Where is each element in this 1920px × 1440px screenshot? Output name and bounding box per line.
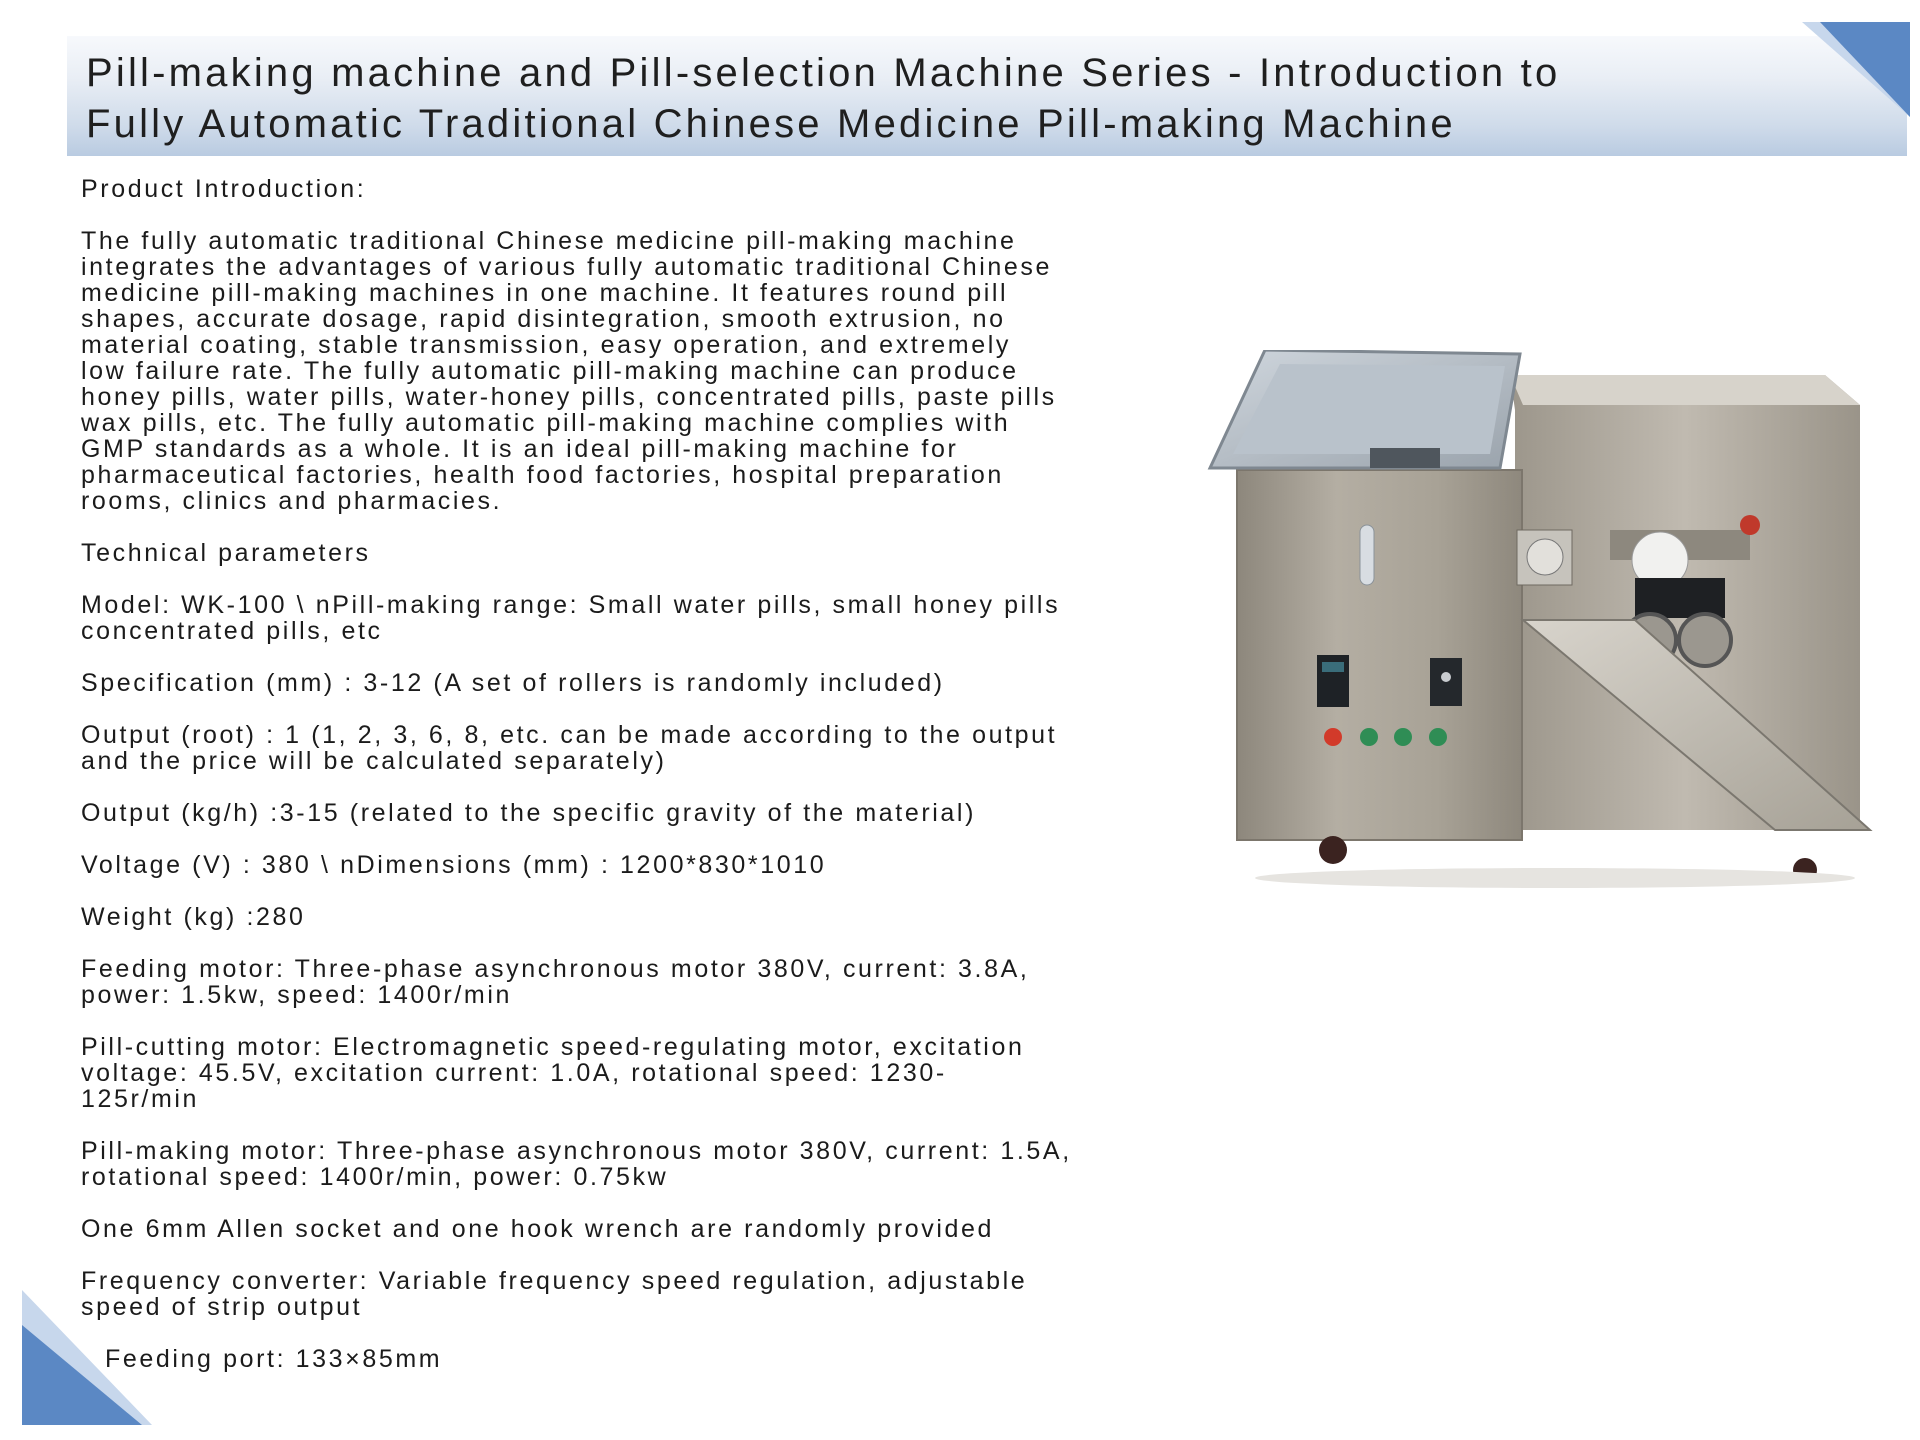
param-model xyxy=(81,592,1211,644)
title-line: Fully Automatic Traditional Chinese Medicine Pill-making Machine xyxy=(86,102,1456,146)
intro-line: rooms, clinics and pharmacies. xyxy=(81,487,503,515)
param-line: Frequency converter: Variable frequency speed regulation, adjustable xyxy=(81,1267,1028,1295)
param-output-root xyxy=(81,722,1211,774)
param-line: 125r/min xyxy=(81,1085,200,1113)
param-line: Specification (mm) : 3-12 (A set of rollers is randomly included) xyxy=(81,669,945,697)
machine-photo xyxy=(1205,350,1895,910)
param-line: voltage: 45.5V, excitation current: 1.0A, rotational speed: 1230- xyxy=(81,1059,947,1087)
intro-line: pharmaceutical factories, health food factories, hospital preparation xyxy=(81,461,1004,489)
param-feeding-port xyxy=(81,1346,1211,1372)
page-title xyxy=(86,48,1560,150)
param-line: Voltage (V) : 380 \ nDimensions (mm) : 1200*830*1010 xyxy=(81,851,827,879)
param-line: Pill-cutting motor: Electromagnetic speed-regulating motor, excitation xyxy=(81,1033,1025,1061)
intro-line: GMP standards as a whole. It is an ideal pill-making machine for xyxy=(81,435,959,463)
param-line: Model: WK-100 \ nPill-making range: Small water pills, small honey pills xyxy=(81,591,1061,619)
param-specification xyxy=(81,670,1211,696)
param-line: and the price will be calculated separately) xyxy=(81,747,667,775)
param-line: Output (root) : 1 (1, 2, 3, 6, 8, etc. can be made according to the output xyxy=(81,721,1058,749)
param-pill-making-motor xyxy=(81,1138,1211,1190)
product-description xyxy=(81,176,1211,1386)
intro-line: low failure rate. The fully automatic pill-making machine can produce xyxy=(81,357,1019,385)
param-line: concentrated pills, etc xyxy=(81,617,383,645)
section-heading-tech: Technical parameters xyxy=(81,539,371,567)
param-feeding-motor xyxy=(81,956,1211,1008)
param-line: power: 1.5kw, speed: 1400r/min xyxy=(81,981,512,1009)
param-weight xyxy=(81,904,1211,930)
param-line: Weight (kg) :280 xyxy=(81,903,306,931)
intro-line: wax pills, etc. The fully automatic pill-making machine complies with xyxy=(81,409,1011,437)
param-line: Output (kg/h) :3-15 (related to the specific gravity of the material) xyxy=(81,799,976,827)
section-heading-product: Product Introduction: xyxy=(81,176,367,203)
param-line: One 6mm Allen socket and one hook wrench are randomly provided xyxy=(81,1215,995,1243)
intro-paragraph xyxy=(81,228,1211,514)
param-line: speed of strip output xyxy=(81,1293,363,1321)
intro-line: material coating, stable transmission, easy operation, and extremely xyxy=(81,331,1011,359)
param-pill-cutting-motor xyxy=(81,1034,1211,1112)
param-frequency-converter xyxy=(81,1268,1211,1320)
intro-line: medicine pill-making machines in one machine. It features round pill xyxy=(81,279,1009,307)
intro-line: honey pills, water pills, water-honey pills, concentrated pills, paste pills xyxy=(81,383,1057,411)
param-line: Feeding port: 133×85mm xyxy=(105,1345,443,1373)
intro-line: integrates the advantages of various fully automatic traditional Chinese xyxy=(81,253,1052,281)
param-line: Feeding motor: Three-phase asynchronous motor 380V, current: 3.8A, xyxy=(81,955,1030,983)
param-tools xyxy=(81,1216,1211,1242)
param-output-kgh xyxy=(81,800,1211,826)
param-line: rotational speed: 1400r/min, power: 0.75kw xyxy=(81,1163,669,1191)
intro-line: shapes, accurate dosage, rapid disintegration, smooth extrusion, no xyxy=(81,305,1006,333)
corner-triangle-top-right xyxy=(1790,22,1910,117)
param-line: Pill-making motor: Three-phase asynchronous motor 380V, current: 1.5A, xyxy=(81,1137,1072,1165)
title-line: Pill-making machine and Pill-selection Machine Series - Introduction to xyxy=(86,51,1561,95)
intro-line: The fully automatic traditional Chinese medicine pill-making machine xyxy=(81,227,1017,255)
param-voltage xyxy=(81,852,1211,878)
